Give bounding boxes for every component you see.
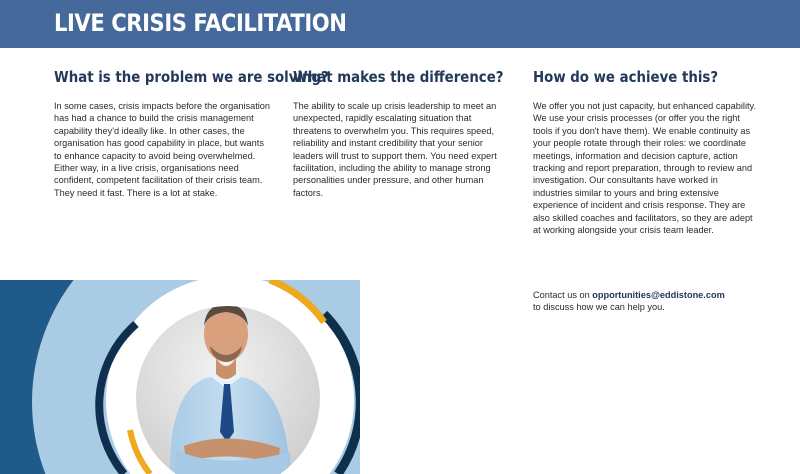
contact-block: [533, 289, 773, 314]
page-title: LIVE CRISIS FACILITATION: [54, 9, 347, 37]
column-body: We offer you not just capacity, but enhanced capability. We use your crisis processes (or offer you the right tools if you don't have them). We enable continuity as your people rotate through their roles: we coordinate meetings, information and decision capture, action tracking and report preparation, through to review and investigation. Our consultants have worked in industries similar to yours and bring extensive experience of incident and crisis response. They are also skilled coaches and facilitators, so they are adept at working alongside your crisis team leader.: [533, 101, 757, 236]
column-heading: What is the problem we are solving?: [54, 68, 329, 86]
column-problem: [54, 66, 329, 199]
column-heading: How do we achieve this?: [533, 68, 719, 86]
column-difference: [293, 66, 511, 199]
contact-email-link[interactable]: opportunities@eddistone.com: [592, 290, 725, 300]
column-body: In some cases, crisis impacts before the organisation has had a chance to build the crisis management capability they'd ideally like. In other cases, the organisation has good capability in place, but wants to enhance capacity to avoid being overwhelmed. Either way, in a live crisis, organisations need confident, competent facilitation of their crisis team. They need it fast. There is a lot at stake.: [54, 101, 271, 198]
column-approach: [533, 66, 759, 236]
header-bar: [0, 0, 800, 48]
contact-suffix: to discuss how we can help you.: [533, 302, 665, 313]
contact-prefix: Contact us on: [533, 290, 593, 300]
column-heading: What makes the difference?: [293, 68, 504, 86]
column-body: The ability to scale up crisis leadership to meet an unexpected, rapidly escalating situation that threatens to overwhelm you. This requires speed, reliability and instant credibility that your senior leaders will trust to support them. You need expert facilitation, including the ability to manage strong personalities under pressure, and other human factors.: [293, 101, 497, 198]
decorative-portrait-graphic: [0, 280, 360, 474]
